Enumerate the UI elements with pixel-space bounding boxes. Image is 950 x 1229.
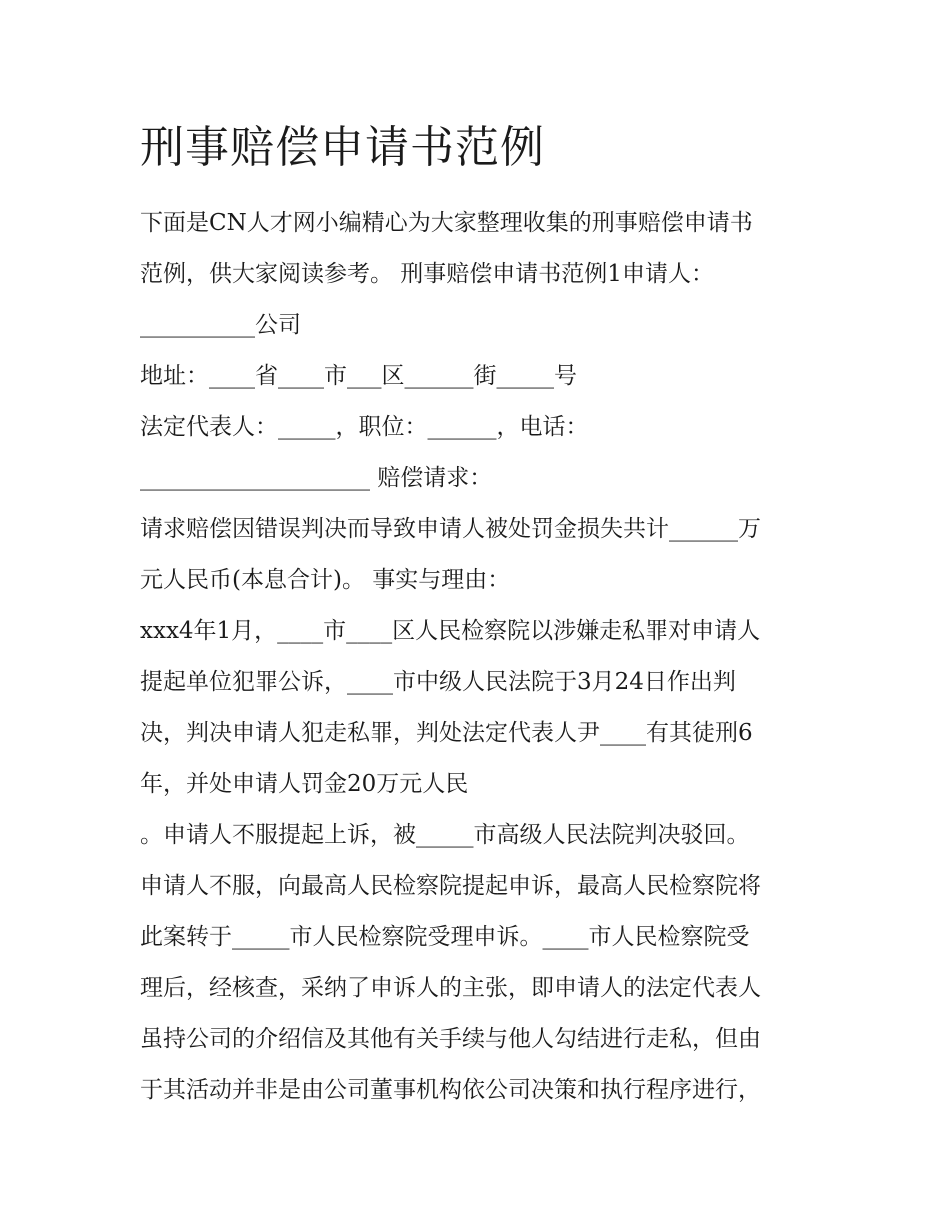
body-line: 虽持公司的介绍信及其他有关手续与他人勾结进行走私，但由: [140, 1026, 761, 1052]
body-line: 决，判决申请人犯走私罪，判处法定代表人尹____有其徒刑6: [140, 720, 753, 746]
body-line: 下面是CN人才网小编精心为大家整理收集的刑事赔偿申请书: [140, 210, 753, 236]
body-line: xxx4年1月，____市____区人民检察院以涉嫌走私罪对申请人: [140, 618, 761, 644]
body-line: 元人民币(本息合计)。 事实与理由：: [140, 567, 511, 593]
body-line: 理后，经核查，采纳了申诉人的主张，即申请人的法定代表人: [140, 975, 761, 1001]
body-line: 申请人不服，向最高人民检察院提起申诉，最高人民检察院将: [140, 873, 761, 899]
body-line: 法定代表人：_____，职位：______，电话：: [140, 414, 589, 440]
body-line: 请求赔偿因错误判决而导致申请人被处罚金损失共计______万: [140, 516, 761, 542]
body-line: 范例，供大家阅读参考。 刑事赔偿申请书范例1申请人：: [140, 261, 714, 287]
body-line: 此案转于_____市人民检察院受理申诉。____市人民检察院受: [140, 924, 750, 950]
document-title: 刑事赔偿申请书范例: [140, 122, 545, 173]
body-line: __________公司: [140, 312, 301, 338]
body-line: 于其活动并非是由公司董事机构依公司决策和执行程序进行，: [140, 1077, 761, 1103]
body-line: 地址：____省____市___区______街_____号: [140, 363, 577, 389]
body-line: 提起单位犯罪公诉，____市中级人民法院于3月24日作出判: [140, 669, 736, 695]
document-body: [140, 203, 830, 1121]
body-line: 。申请人不服提起上诉，被_____市高级人民法院判决驳回。: [140, 822, 750, 848]
body-line: 年，并处申请人罚金20万元人民: [140, 771, 469, 797]
body-line: ____________________ 赔偿请求：: [140, 465, 493, 491]
